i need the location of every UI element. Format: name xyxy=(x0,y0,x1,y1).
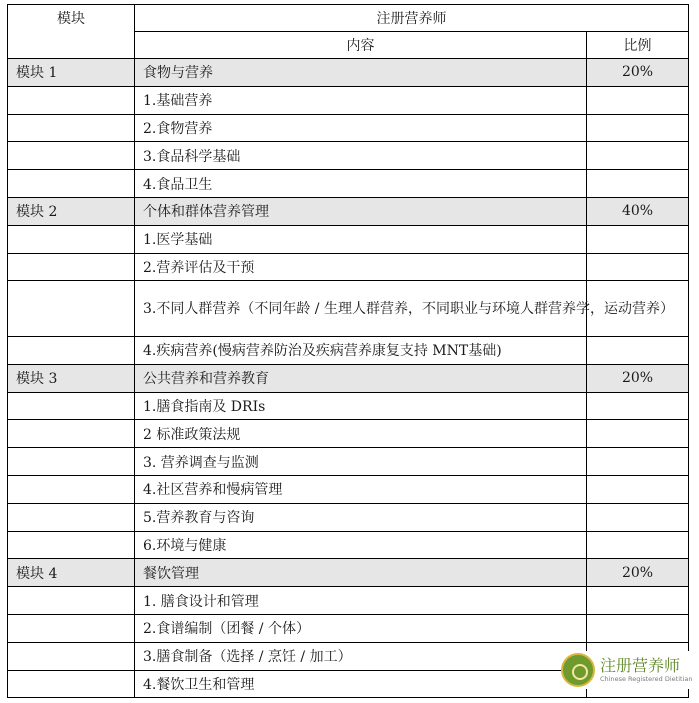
content-item: 2.食谱编制（团餐 / 个体） xyxy=(135,614,587,642)
content-item: 2 标准政策法规 xyxy=(135,420,587,448)
content-item: 5.营养教育与咨询 xyxy=(135,503,587,531)
content-item: 4.社区营养和慢病管理 xyxy=(135,475,587,503)
empty-cell xyxy=(8,114,135,142)
content-item: 1.基础营养 xyxy=(135,86,587,114)
module-title: 食物与营养 xyxy=(135,59,587,87)
module-row xyxy=(8,59,689,87)
empty-cell xyxy=(8,503,135,531)
empty-cell xyxy=(587,142,689,170)
content-col-header: 内容 xyxy=(135,32,587,59)
empty-cell xyxy=(8,392,135,420)
empty-cell xyxy=(587,475,689,503)
logo xyxy=(561,651,694,689)
content-item: 3.食品科学基础 xyxy=(135,142,587,170)
empty-cell xyxy=(8,448,135,476)
module-row xyxy=(8,197,689,225)
content-item: 2.营养评估及干预 xyxy=(135,253,587,281)
empty-cell xyxy=(587,587,689,615)
content-item: 4.疾病营养(慢病营养防治及疾病营养康复支持 MNT基础) xyxy=(135,336,587,364)
content-item: 1. 膳食设计和管理 xyxy=(135,587,587,615)
table-row xyxy=(8,86,689,114)
seal-icon xyxy=(561,653,595,687)
logo-text-en: Chinese Registered Dietitian xyxy=(600,674,693,683)
module-title: 公共营养和营养教育 xyxy=(135,364,587,392)
module-name: 模块 3 xyxy=(8,364,135,392)
content-item: 1.膳食指南及 DRIs xyxy=(135,392,587,420)
content-item: 3. 营养调查与监测 xyxy=(135,448,587,476)
empty-cell xyxy=(8,336,135,364)
content-item: 2.食物营养 xyxy=(135,114,587,142)
empty-cell xyxy=(8,642,135,670)
empty-cell xyxy=(8,225,135,253)
table-row xyxy=(8,531,689,559)
table-row xyxy=(8,448,689,476)
empty-cell xyxy=(587,420,689,448)
module-row xyxy=(8,559,689,587)
empty-cell xyxy=(587,225,689,253)
empty-cell xyxy=(587,392,689,420)
ratio-col-header: 比例 xyxy=(587,32,689,59)
empty-cell xyxy=(8,420,135,448)
logo-text-cn: 注册营养师 xyxy=(600,655,681,675)
empty-cell xyxy=(8,281,135,337)
table-row xyxy=(8,225,689,253)
table-row xyxy=(8,281,689,337)
table-row xyxy=(8,114,689,142)
module-name: 模块 1 xyxy=(8,59,135,87)
content-item: 1.医学基础 xyxy=(135,225,587,253)
empty-cell xyxy=(8,86,135,114)
header-row-1 xyxy=(8,5,689,32)
module-ratio: 20% xyxy=(587,59,689,87)
syllabus-table xyxy=(7,4,689,698)
table-row xyxy=(8,587,689,615)
empty-cell xyxy=(8,614,135,642)
program-title: 注册营养师 xyxy=(135,5,689,32)
logo-text xyxy=(600,657,692,684)
module-col-header: 模块 xyxy=(8,5,135,59)
empty-cell xyxy=(587,531,689,559)
module-ratio: 20% xyxy=(587,364,689,392)
empty-cell xyxy=(8,475,135,503)
empty-cell xyxy=(587,114,689,142)
table-row xyxy=(8,392,689,420)
module-name: 模块 2 xyxy=(8,197,135,225)
empty-cell xyxy=(587,503,689,531)
empty-cell xyxy=(587,253,689,281)
empty-cell xyxy=(8,670,135,698)
empty-cell xyxy=(587,448,689,476)
content-item: 3.膳食制备（选择 / 烹饪 / 加工） xyxy=(135,642,587,670)
empty-cell xyxy=(8,253,135,281)
module-row xyxy=(8,364,689,392)
empty-cell xyxy=(8,531,135,559)
empty-cell xyxy=(587,336,689,364)
empty-cell xyxy=(587,170,689,198)
empty-cell xyxy=(8,587,135,615)
empty-cell xyxy=(8,170,135,198)
content-item: 4.食品卫生 xyxy=(135,170,587,198)
module-ratio: 20% xyxy=(587,559,689,587)
table-row xyxy=(8,475,689,503)
table-row xyxy=(8,336,689,364)
empty-cell xyxy=(587,614,689,642)
empty-cell xyxy=(587,86,689,114)
table-row xyxy=(8,614,689,642)
module-title: 餐饮管理 xyxy=(135,559,587,587)
empty-cell xyxy=(8,142,135,170)
content-item: 6.环境与健康 xyxy=(135,531,587,559)
module-title: 个体和群体营养管理 xyxy=(135,197,587,225)
content-item: 3.不同人群营养（不同年龄 / 生理人群营养，不同职业与环境人群营养学，运动营养） xyxy=(135,281,587,337)
module-ratio: 40% xyxy=(587,197,689,225)
module-name: 模块 4 xyxy=(8,559,135,587)
table-row xyxy=(8,253,689,281)
table-row xyxy=(8,170,689,198)
table-row xyxy=(8,420,689,448)
table-row xyxy=(8,142,689,170)
table-row xyxy=(8,503,689,531)
content-item: 4.餐饮卫生和管理 xyxy=(135,670,587,698)
